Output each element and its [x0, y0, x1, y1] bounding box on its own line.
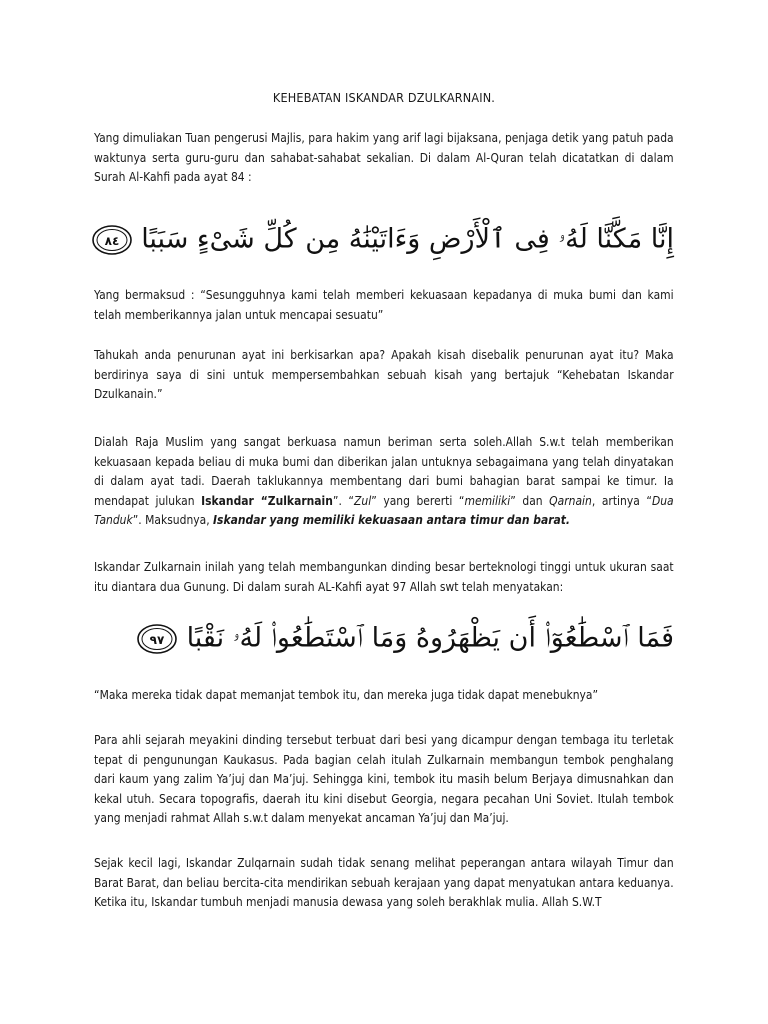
ayah-84-number: ٨٤: [104, 233, 119, 248]
paragraph-meaning-84: [94, 285, 674, 324]
ayah-97-number: ٩٧: [149, 632, 165, 647]
ayah-84: [104, 214, 674, 264]
paragraph-raja-muslim-text: Dialah Raja Muslim yang sangat berkuasa namun beriman serta soleh.Allah S.w.t telah memberikan kekuasaan kepada beliau di muka bumi dan diberikan jalan untuknya sebagaimana yang telah dinyatakan di dalam ayat tadi. Daerah taklukannya membentang dari bumi bahagian barat sampai ke timur. Ia mendapat julukan Iskandar “Zulkarnain”. “Zul” yang bererti “memiliki” dan Qarnain, artinya “Dua Tanduk”. Maksudnya, Iskandar yang memiliki kekuasaan antara timur dan barat.: [94, 434, 674, 527]
paragraph-sejarah-text: Para ahli sejarah meyakini dinding tersebut terbuat dari besi yang dicampur dengan tembaga itu terletak tepat di pengunungan Kaukasus. Pada bagian celah itulah Zulkarnain membangun tembok penghalang dari kaum yang zalim Ya’juj dan Ma’juj. Sehingga kini, tembok itu masih belum Berjaya dimusnahkan dan kekal utuh. Secara topografis, daerah itu kini disebut Georgia, negara pecahan Uni Soviet. Itulah tembok yang menjadi rahmat Allah s.w.t dalam menyekat ancaman Ya’juj dan Ma’juj.: [94, 732, 674, 825]
ayah-84-text: إِنَّا مَكَّنَّا لَهُۥ فِى ٱلْأَرْضِ وَءَاتَيْنَٰهُ مِن كُلِّ شَىْءٍ سَبَبًا: [141, 223, 674, 255]
paragraph-sejak-kecil: [94, 853, 674, 912]
paragraph-meaning-97: [94, 685, 674, 705]
ayah-97-text: فَمَا ٱسْطَٰعُوٓا۟ أَن يَظْهَرُوهُ وَمَا ٱسْتَطَٰعُوا۟ لَهُۥ نَقْبًا: [186, 622, 674, 654]
ayah-97: [114, 613, 674, 663]
paragraph-dinding: [94, 557, 674, 596]
paragraph-opening: [94, 128, 674, 187]
ayah-end-marker-icon: [91, 223, 133, 257]
paragraph-opening-text: Yang dimuliakan Tuan pengerusi Majlis, para hakim yang arif lagi bijaksana, penjaga detik yang patuh pada waktunya serta guru-guru dan sahabat-sahabat sekalian. Di dalam Al-Quran telah dicatatkan di dalam Surah Al-Kahfi pada ayat 84 :: [94, 130, 674, 184]
paragraph-sejak-kecil-text: Sejak kecil lagi, Iskandar Zulqarnain sudah tidak senang melihat peperangan antara wilayah Timur dan Barat Barat, dan beliau bercita-cita mendirikan sebuah kerajaan yang dapat menyatukan antara keduanya. Ketika itu, Iskandar tumbuh menjadi manusia dewasa yang soleh berakhlak mulia. Allah S.W.T: [94, 855, 674, 909]
paragraph-meaning-84-text: Yang bermaksud : “Sesungguhnya kami telah memberi kekuasaan kepadanya di muka bumi dan kami telah memberikannya jalan untuk mencapai sesuatu”: [94, 287, 674, 322]
paragraph-question-text: Tahukah anda penurunan ayat ini berkisarkan apa? Apakah kisah disebalik penurunan ayat itu? Maka berdirinya saya di sini untuk mempersembahkan sebuah kisah yang bertajuk “Kehebatan Iskandar Dzulkanain.”: [94, 347, 674, 401]
paragraph-dinding-text: Iskandar Zulkarnain inilah yang telah membangunkan dinding besar berteknologi tinggi untuk ukuran saat itu diantara dua Gunung. Di dalam surah AL-Kahfi ayat 97 Allah swt telah menyatakan:: [94, 559, 674, 594]
document-title: KEHEBATAN ISKANDAR DZULKARNAIN.: [272, 90, 496, 105]
meaning-emphasis: Iskandar yang memiliki kekuasaan antara timur dan barat.: [213, 512, 570, 527]
paragraph-sejarah: [94, 730, 674, 828]
paragraph-question: [94, 345, 674, 404]
paragraph-raja-muslim: [94, 432, 674, 530]
ayah-end-marker-icon: [136, 622, 178, 656]
julukan-name: Iskandar “Zulkarnain: [201, 492, 333, 508]
paragraph-meaning-97-text: “Maka mereka tidak dapat memanjat tembok itu, dan mereka juga tidak dapat menebuknya”: [94, 687, 599, 702]
